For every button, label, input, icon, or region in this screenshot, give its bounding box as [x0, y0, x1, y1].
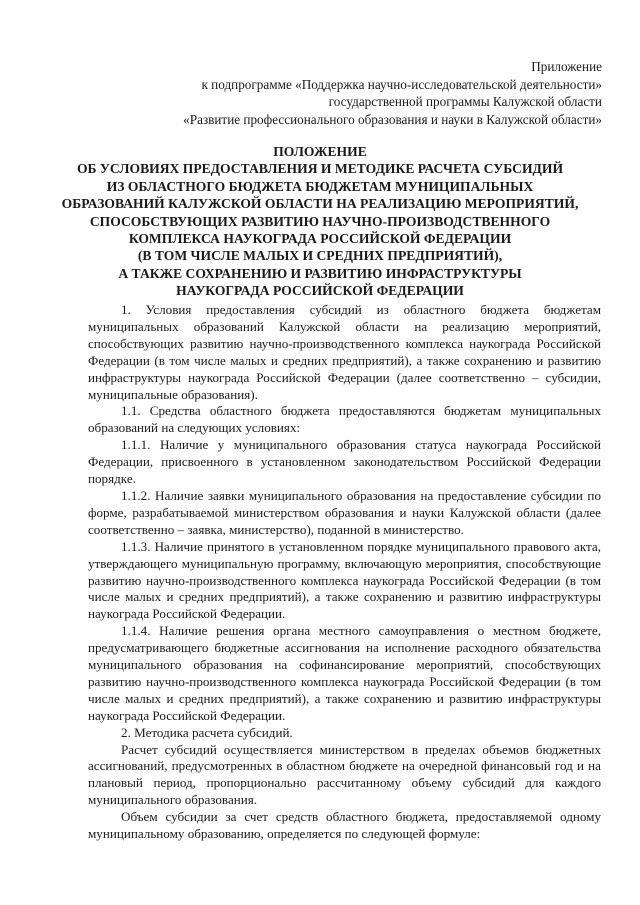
title-line: ОБРАЗОВАНИЙ КАЛУЖСКОЙ ОБЛАСТИ НА РЕАЛИЗАЦИЮ МЕРОПРИЯТИЙ,: [61, 196, 579, 212]
paragraph-2-calculation: Расчет субсидий осуществляется министерством в пределах объемов бюджетных ассигнований, предусмотренных в областном бюджете на очередной финансовый год и на плановый период, пропорционально рассчитанному объему субсидий для каждого муниципального образования.: [88, 741, 601, 808]
paragraph-2: 2. Методика расчета субсидий.: [121, 724, 293, 740]
title-line: СПОСОБСТВУЮЩИХ РАЗВИТИЮ НАУЧНО-ПРОИЗВОДСТВЕННОГО: [89, 213, 551, 229]
title-line: ИЗ ОБЛАСТНОГО БЮДЖЕТА БЮДЖЕТАМ МУНИЦИПАЛЬНЫХ: [106, 178, 534, 194]
document-title: [40, 143, 600, 300]
document-body: [88, 302, 601, 843]
title-line: А ТАКЖЕ СОХРАНЕНИЮ И РАЗВИТИЮ ИНФРАСТРУКТУРЫ: [118, 265, 522, 281]
title-line: КОМПЛЕКСА НАУКОГРАДА РОССИЙСКОЙ ФЕДЕРАЦИИ: [128, 231, 512, 247]
title-line: ПОЛОЖЕНИЕ: [273, 144, 367, 159]
title-line: ОБ УСЛОВИЯХ ПРЕДОСТАВЛЕНИЯ И МЕТОДИКЕ РАСЧЕТА СУБСИДИЙ: [76, 161, 564, 177]
paragraph-1-1: 1.1. Средства областного бюджета предоставляются бюджетам муниципальных образований на следующих условиях:: [88, 403, 601, 436]
paragraph-1-1-3: 1.1.3. Наличие принятого в установленном порядке муниципального правового акта, утверждающего муниципальную программу, включающую мероприятия, способствующие развитию научно-производственного комплекса наукограда Российской Федерации (в том числе малых и средних предприятий), а также сохранению и развитию инфраструктуры наукограда Российской Федерации.: [88, 538, 601, 622]
paragraph-2-formula-intro: Объем субсидии за счет средств областного бюджета, предоставляемой одному муниципальному образованию, определяется по следующей формуле:: [88, 809, 601, 842]
paragraph-1-1-1: 1.1.1. Наличие у муниципального образования статуса наукограда Российской Федерации, присвоенного в установленном законодательством Российской Федерации порядке.: [88, 437, 601, 487]
paragraph-1-1-4: 1.1.4. Наличие решения органа местного самоуправления о местном бюджете, предусматривающего бюджетные ассигнования на исполнение расходного обязательства муниципального образования на софинансирование мероприятий, способствующих развитию научно-производственного комплекса наукограда Российской Федерации (в том числе малых и средних предприятий), а также сохранению и развитию инфраструктуры наукограда Российской Федерации.: [88, 623, 601, 723]
title-line: НАУКОГРАДА РОССИЙСКОЙ ФЕДЕРАЦИИ: [176, 283, 464, 299]
annex-header: [183, 58, 602, 128]
paragraph-1-1-2: 1.1.2. Наличие заявки муниципального образования на предоставление субсидии по форме, разрабатываемой министерством образования и науки Калужской области (далее соответственно – заявка, министерство), поданной в министерство.: [88, 487, 601, 537]
annex-line-program: государственной программы Калужской области: [328, 94, 602, 109]
paragraph-1: 1. Условия предоставления субсидий из областного бюджета бюджетам муниципальных образований Калужской области на реализацию мероприятий, способствующих развитию научно-производственного комплекса наукограда Российской Федерации (в том числе малых и средних предприятий), а также сохранению и развитию инфраструктуры наукограда Российской Федерации (далее соответственно – субсидии, муниципальные образования).: [88, 302, 601, 402]
title-line: (В ТОМ ЧИСЛЕ МАЛЫХ И СРЕДНИХ ПРЕДПРИЯТИЙ),: [137, 248, 503, 264]
annex-label: Приложение: [531, 59, 602, 74]
annex-line-program-name: «Развитие профессионального образования и науки в Калужской области»: [183, 111, 602, 127]
annex-line-subprogram: к подпрограмме «Поддержка научно-исследовательской деятельности»: [201, 76, 602, 92]
